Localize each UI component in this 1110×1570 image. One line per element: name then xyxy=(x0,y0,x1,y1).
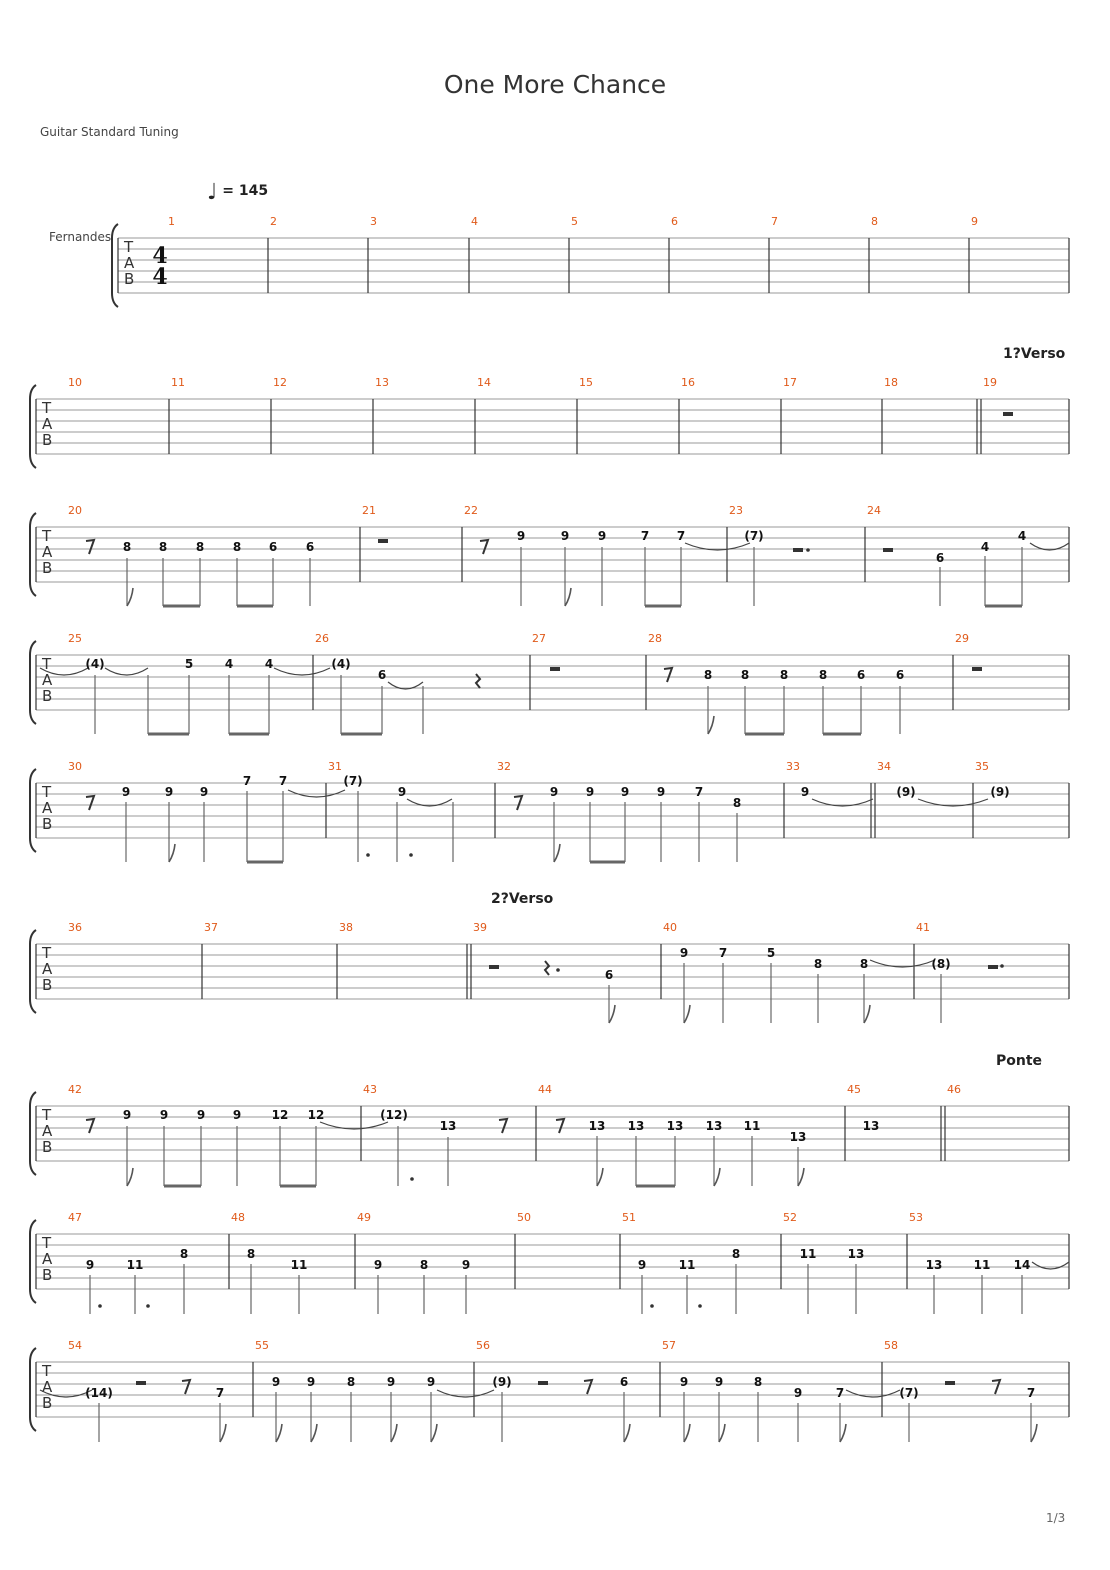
eighth-flag-icon xyxy=(127,1168,133,1186)
eighth-flag-icon xyxy=(431,1424,437,1442)
fret-number: 4 xyxy=(224,657,234,671)
fret-number: 11 xyxy=(743,1119,761,1133)
eighth-flag-icon xyxy=(276,1424,282,1442)
eighth-flag-icon xyxy=(714,1168,720,1186)
fret-number: 14 xyxy=(1013,1258,1031,1272)
tie-arc xyxy=(105,668,148,675)
section-bridge: Ponte xyxy=(996,1053,1043,1069)
tab-label-a: A xyxy=(42,415,53,433)
fret-number: (4) xyxy=(331,657,351,671)
fret-number: 7 xyxy=(835,1386,845,1400)
fret-number: 11 xyxy=(678,1258,696,1272)
fret-number: 11 xyxy=(799,1247,817,1261)
fret-number: 9 xyxy=(679,1375,689,1389)
quarter-rest-icon xyxy=(476,674,480,688)
eighth-flag-icon xyxy=(220,1424,226,1442)
fret-number: 7 xyxy=(694,785,704,799)
half-rest-icon xyxy=(793,548,803,552)
measure-number: 28 xyxy=(648,632,662,645)
fret-number: 6 xyxy=(856,668,866,682)
fret-number: 9 xyxy=(637,1258,647,1272)
dot-icon xyxy=(98,1304,102,1308)
fret-number: 6 xyxy=(895,668,905,682)
tab-label-a: A xyxy=(42,960,53,978)
tab-label-b: B xyxy=(42,431,53,449)
eighth-flag-icon xyxy=(1031,1424,1037,1442)
fret-number: (7) xyxy=(899,1386,919,1400)
fret-number: 7 xyxy=(215,1386,225,1400)
measure-number: 22 xyxy=(464,504,478,517)
tie-arc xyxy=(1032,1262,1069,1269)
tie-arc xyxy=(274,668,330,675)
fret-number: 6 xyxy=(377,668,387,682)
dot-icon xyxy=(410,1177,414,1181)
measure-number: 33 xyxy=(786,760,800,773)
section-verse-1: 1?Verso xyxy=(1003,346,1066,362)
fret-number: 11 xyxy=(126,1258,144,1272)
eighth-flag-icon xyxy=(391,1424,397,1442)
tab-label-a: A xyxy=(42,1122,53,1140)
tab-label-a: A xyxy=(42,543,53,561)
half-rest-icon xyxy=(1003,412,1013,416)
eighth-rest-icon xyxy=(480,540,488,554)
measure-number: 2 xyxy=(270,215,277,228)
tie-arc xyxy=(846,1390,900,1397)
measure-number: 55 xyxy=(255,1339,269,1352)
system-bracket xyxy=(30,1220,36,1303)
measure-number: 48 xyxy=(231,1211,245,1224)
measure-number: 43 xyxy=(363,1083,377,1096)
fret-number: 9 xyxy=(122,1108,132,1122)
measure-number: 32 xyxy=(497,760,511,773)
measure-number: 54 xyxy=(68,1339,82,1352)
fret-number: (9) xyxy=(896,785,916,799)
tab-label-a: A xyxy=(42,1250,53,1268)
measure-number: 45 xyxy=(847,1083,861,1096)
fret-number: 9 xyxy=(232,1108,242,1122)
measure-number: 6 xyxy=(671,215,678,228)
tab-label-t: T xyxy=(42,527,52,545)
measure-number: 23 xyxy=(729,504,743,517)
eighth-flag-icon xyxy=(624,1424,630,1442)
fret-number: 13 xyxy=(847,1247,865,1261)
eighth-rest-icon xyxy=(86,540,94,554)
fret-number: 8 xyxy=(195,540,205,554)
time-signature-bottom: 4 xyxy=(152,264,168,290)
tab-label-t: T xyxy=(42,1362,52,1380)
measure-number: 53 xyxy=(909,1211,923,1224)
measure-number: 39 xyxy=(473,921,487,934)
measure-number: 38 xyxy=(339,921,353,934)
fret-number: (4) xyxy=(85,657,105,671)
measure-number: 26 xyxy=(315,632,329,645)
fret-number: 8 xyxy=(122,540,132,554)
fret-number: 8 xyxy=(731,1247,741,1261)
measure-number: 5 xyxy=(571,215,578,228)
eighth-rest-icon xyxy=(499,1119,507,1133)
fret-number: 9 xyxy=(271,1375,281,1389)
fret-number: 8 xyxy=(179,1247,189,1261)
fret-number: 11 xyxy=(973,1258,991,1272)
fret-number: 9 xyxy=(196,1108,206,1122)
eighth-flag-icon xyxy=(127,588,133,606)
fret-number: 6 xyxy=(604,968,614,982)
time-signature-top: 4 xyxy=(152,243,168,269)
system-bracket xyxy=(30,769,36,852)
dot-icon xyxy=(146,1304,150,1308)
measure-number: 57 xyxy=(662,1339,676,1352)
measure-number: 19 xyxy=(983,376,997,389)
measure-number: 36 xyxy=(68,921,82,934)
measure-number: 15 xyxy=(579,376,593,389)
measure-number: 42 xyxy=(68,1083,82,1096)
fret-number: 8 xyxy=(732,796,742,810)
tab-label-a: A xyxy=(42,671,53,689)
fret-number: 8 xyxy=(818,668,828,682)
tempo-value: = 145 xyxy=(222,183,269,199)
fret-number: 9 xyxy=(585,785,595,799)
eighth-rest-icon xyxy=(86,1119,94,1133)
measure-number: 37 xyxy=(204,921,218,934)
fret-number: 8 xyxy=(813,957,823,971)
fret-number: 6 xyxy=(619,1375,629,1389)
fret-number: 13 xyxy=(666,1119,684,1133)
dot-icon xyxy=(556,968,560,972)
measure-number: 20 xyxy=(68,504,82,517)
system-bracket xyxy=(30,385,36,468)
fret-number: 9 xyxy=(656,785,666,799)
fret-number: 8 xyxy=(753,1375,763,1389)
fret-number: 8 xyxy=(232,540,242,554)
measure-number: 35 xyxy=(975,760,989,773)
measure-number: 16 xyxy=(681,376,695,389)
dot-icon xyxy=(409,853,413,857)
measure-number: 51 xyxy=(622,1211,636,1224)
eighth-flag-icon xyxy=(565,588,571,606)
system-bracket xyxy=(30,513,36,596)
measure-number: 1 xyxy=(168,215,175,228)
half-rest-icon xyxy=(972,667,982,671)
system-bracket xyxy=(30,1348,36,1431)
fret-number: 9 xyxy=(793,1386,803,1400)
fret-number: 9 xyxy=(306,1375,316,1389)
measure-number: 14 xyxy=(477,376,491,389)
quarter-note-icon: ♩ xyxy=(207,180,218,205)
fret-number: 4 xyxy=(980,540,990,554)
fret-number: 9 xyxy=(549,785,559,799)
tab-label-b: B xyxy=(42,1394,53,1412)
fret-number: 7 xyxy=(1026,1386,1036,1400)
tab-label-a: A xyxy=(42,799,53,817)
fret-number: 9 xyxy=(516,529,526,543)
measure-number: 52 xyxy=(783,1211,797,1224)
measure-number: 17 xyxy=(783,376,797,389)
fret-number: (8) xyxy=(931,957,951,971)
fret-number: 9 xyxy=(714,1375,724,1389)
fret-number: (7) xyxy=(343,774,363,788)
eighth-flag-icon xyxy=(864,1005,870,1023)
fret-number: 11 xyxy=(290,1258,308,1272)
fret-number: 8 xyxy=(246,1247,256,1261)
dot-icon xyxy=(806,548,810,552)
fret-number: 9 xyxy=(373,1258,383,1272)
measure-number: 56 xyxy=(476,1339,490,1352)
dot-icon xyxy=(698,1304,702,1308)
fret-number: 13 xyxy=(627,1119,645,1133)
eighth-flag-icon xyxy=(684,1424,690,1442)
fret-number: 8 xyxy=(158,540,168,554)
fret-number: 13 xyxy=(439,1119,457,1133)
fret-number: 5 xyxy=(766,946,776,960)
eighth-flag-icon xyxy=(798,1168,804,1186)
fret-number: 7 xyxy=(676,529,686,543)
fret-number: 9 xyxy=(461,1258,471,1272)
measure-number: 47 xyxy=(68,1211,82,1224)
half-rest-icon xyxy=(988,965,998,969)
measure-number: 40 xyxy=(663,921,677,934)
measure-number: 31 xyxy=(328,760,342,773)
half-rest-icon xyxy=(550,667,560,671)
measure-number: 27 xyxy=(532,632,546,645)
fret-number: 12 xyxy=(307,1108,325,1122)
system-bracket xyxy=(30,930,36,1013)
eighth-flag-icon xyxy=(719,1424,725,1442)
fret-number: 9 xyxy=(800,785,810,799)
fret-number: 9 xyxy=(121,785,131,799)
section-verse-2: 2?Verso xyxy=(491,891,554,907)
eighth-flag-icon xyxy=(609,1005,615,1023)
half-rest-icon xyxy=(378,539,388,543)
fret-number: 13 xyxy=(789,1130,807,1144)
eighth-flag-icon xyxy=(169,844,175,862)
fret-number: (14) xyxy=(85,1386,113,1400)
fret-number: 9 xyxy=(199,785,209,799)
fret-number: 8 xyxy=(779,668,789,682)
measure-number: 30 xyxy=(68,760,82,773)
system-bracket xyxy=(30,1092,36,1175)
fret-number: (7) xyxy=(744,529,764,543)
measure-number: 11 xyxy=(171,376,185,389)
fret-number: 8 xyxy=(419,1258,429,1272)
eighth-rest-icon xyxy=(664,668,672,682)
measure-number: 10 xyxy=(68,376,82,389)
measure-number: 50 xyxy=(517,1211,531,1224)
eighth-flag-icon xyxy=(708,716,714,734)
fret-number: 13 xyxy=(588,1119,606,1133)
eighth-rest-icon xyxy=(992,1380,1000,1394)
eighth-flag-icon xyxy=(597,1168,603,1186)
fret-number: 12 xyxy=(271,1108,289,1122)
fret-number: 7 xyxy=(718,946,728,960)
tab-label-t: T xyxy=(42,944,52,962)
quarter-rest-icon xyxy=(545,961,549,975)
measure-number: 18 xyxy=(884,376,898,389)
fret-number: 8 xyxy=(740,668,750,682)
tab-label-t: T xyxy=(124,238,134,256)
measure-number: 24 xyxy=(867,504,881,517)
fret-number: 9 xyxy=(620,785,630,799)
fret-number: 6 xyxy=(268,540,278,554)
fret-number: 9 xyxy=(159,1108,169,1122)
half-rest-icon xyxy=(883,548,893,552)
dot-icon xyxy=(1000,964,1004,968)
tuning-label: Guitar Standard Tuning xyxy=(40,125,179,139)
fret-number: 8 xyxy=(346,1375,356,1389)
dot-icon xyxy=(366,853,370,857)
system-bracket xyxy=(112,224,118,307)
eighth-rest-icon xyxy=(86,796,94,810)
measure-number: 41 xyxy=(916,921,930,934)
tab-label-a: A xyxy=(42,1378,53,1396)
fret-number: 7 xyxy=(640,529,650,543)
measure-number: 7 xyxy=(771,215,778,228)
fret-number: 6 xyxy=(305,540,315,554)
measure-number: 34 xyxy=(877,760,891,773)
fret-number: 9 xyxy=(397,785,407,799)
measure-number: 8 xyxy=(871,215,878,228)
measure-number: 44 xyxy=(538,1083,552,1096)
eighth-flag-icon xyxy=(684,1005,690,1023)
tab-label-b: B xyxy=(42,1266,53,1284)
tab-label-t: T xyxy=(42,399,52,417)
tab-label-a: A xyxy=(124,254,135,272)
eighth-rest-icon xyxy=(182,1380,190,1394)
tab-label-t: T xyxy=(42,783,52,801)
measure-number: 13 xyxy=(375,376,389,389)
tab-label-b: B xyxy=(42,815,53,833)
system-bracket xyxy=(30,641,36,724)
fret-number: 9 xyxy=(164,785,174,799)
dot-icon xyxy=(650,1304,654,1308)
fret-number: 8 xyxy=(703,668,713,682)
fret-number: 9 xyxy=(426,1375,436,1389)
half-rest-icon xyxy=(136,1381,146,1385)
fret-number: 9 xyxy=(85,1258,95,1272)
fret-number: 4 xyxy=(1017,529,1027,543)
measure-number: 49 xyxy=(357,1211,371,1224)
fret-number: 9 xyxy=(560,529,570,543)
measure-number: 9 xyxy=(971,215,978,228)
eighth-rest-icon xyxy=(556,1119,564,1133)
eighth-flag-icon xyxy=(840,1424,846,1442)
half-rest-icon xyxy=(945,1381,955,1385)
measure-number: 58 xyxy=(884,1339,898,1352)
half-rest-icon xyxy=(538,1381,548,1385)
measure-number: 25 xyxy=(68,632,82,645)
instrument-label: Fernandes xyxy=(49,230,112,244)
tab-label-t: T xyxy=(42,655,52,673)
fret-number: 13 xyxy=(925,1258,943,1272)
page-number: 1/3 xyxy=(1046,1511,1066,1525)
fret-number: (9) xyxy=(990,785,1010,799)
fret-number: 13 xyxy=(705,1119,723,1133)
eighth-rest-icon xyxy=(584,1380,592,1394)
fret-number: 9 xyxy=(386,1375,396,1389)
tie-arc xyxy=(437,1390,494,1397)
tab-label-t: T xyxy=(42,1234,52,1252)
fret-number: 7 xyxy=(278,774,288,788)
measure-number: 4 xyxy=(471,215,478,228)
fret-number: (9) xyxy=(492,1375,512,1389)
fret-number: 6 xyxy=(935,551,945,565)
fret-number: 9 xyxy=(597,529,607,543)
eighth-flag-icon xyxy=(554,844,560,862)
tab-label-t: T xyxy=(42,1106,52,1124)
tab-label-b: B xyxy=(42,687,53,705)
tab-label-b: B xyxy=(42,1138,53,1156)
measure-number: 3 xyxy=(370,215,377,228)
fret-number: 7 xyxy=(242,774,252,788)
measure-number: 12 xyxy=(273,376,287,389)
eighth-flag-icon xyxy=(311,1424,317,1442)
measure-number: 29 xyxy=(955,632,969,645)
tab-label-b: B xyxy=(42,559,53,577)
tab-label-b: B xyxy=(42,976,53,994)
fret-number: 9 xyxy=(679,946,689,960)
tab-label-b: B xyxy=(124,270,135,288)
song-title: One More Chance xyxy=(443,70,667,99)
measure-number: 21 xyxy=(362,504,376,517)
fret-number: (12) xyxy=(380,1108,408,1122)
eighth-rest-icon xyxy=(514,796,522,810)
half-rest-icon xyxy=(489,965,499,969)
fret-number: 8 xyxy=(859,957,869,971)
fret-number: 5 xyxy=(184,657,194,671)
measure-number: 46 xyxy=(947,1083,961,1096)
fret-number: 4 xyxy=(264,657,274,671)
fret-number: 13 xyxy=(862,1119,880,1133)
